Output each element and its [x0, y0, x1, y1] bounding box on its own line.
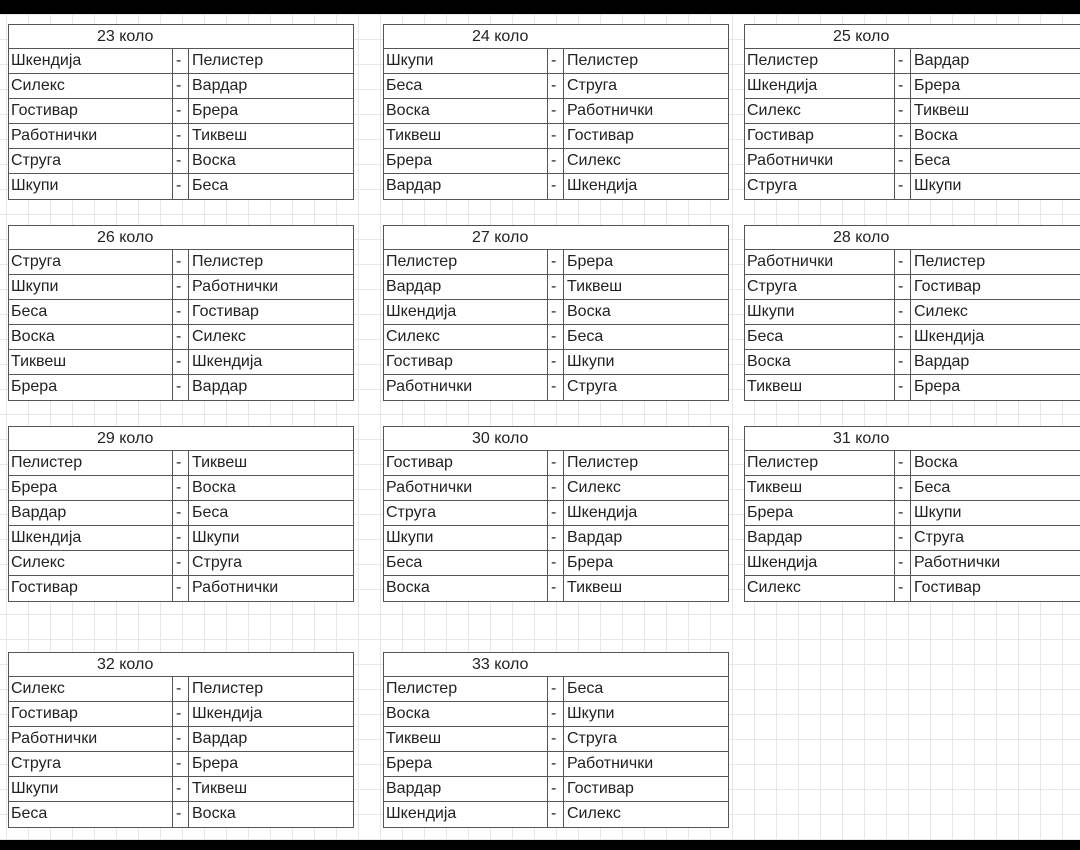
home-team[interactable]: Гостивар: [9, 99, 173, 123]
away-team[interactable]: Гостивар: [914, 278, 981, 295]
home-team[interactable]: Пелистер: [745, 49, 895, 73]
away-team[interactable]: Шкендија: [914, 328, 985, 345]
match-row: [384, 777, 728, 802]
match-row: [384, 375, 728, 400]
home-team[interactable]: Струга: [745, 174, 895, 199]
match-row: [9, 49, 353, 74]
match-row: [745, 300, 1080, 325]
separator[interactable]: -: [548, 99, 564, 123]
home-team[interactable]: Шкупи: [9, 174, 173, 199]
separator[interactable]: -: [173, 702, 189, 726]
away-team[interactable]: Брера: [192, 102, 239, 119]
home-team[interactable]: Силекс: [9, 551, 173, 575]
round-title: 24 коло: [384, 25, 728, 49]
separator[interactable]: -: [548, 802, 564, 827]
round-title: 31 коло: [745, 427, 1080, 451]
separator[interactable]: -: [895, 250, 911, 274]
match-row: [9, 551, 353, 576]
round-title: 28 коло: [745, 226, 1080, 250]
home-team[interactable]: Работнички: [384, 476, 548, 500]
home-team[interactable]: Воска: [745, 350, 895, 374]
home-team[interactable]: Струга: [9, 149, 173, 173]
separator[interactable]: -: [895, 124, 911, 148]
match-row: [745, 576, 1080, 601]
away-team[interactable]: Шкупи: [914, 504, 962, 521]
away-team[interactable]: Вардар: [192, 378, 248, 395]
separator[interactable]: -: [173, 777, 189, 801]
home-team[interactable]: Струга: [384, 501, 548, 525]
home-team[interactable]: Силекс: [9, 677, 173, 701]
match-row: [384, 49, 728, 74]
match-row: [384, 325, 728, 350]
separator[interactable]: -: [895, 275, 911, 299]
match-row: [9, 350, 353, 375]
home-team[interactable]: Тиквеш: [745, 476, 895, 500]
match-row: [745, 124, 1080, 149]
home-team[interactable]: Работнички: [9, 124, 173, 148]
match-row: [9, 325, 353, 350]
match-row: [745, 49, 1080, 74]
round-title: 26 коло: [9, 226, 353, 250]
away-team[interactable]: Воска: [914, 454, 958, 471]
away-team[interactable]: Шкендија: [192, 705, 263, 722]
home-team[interactable]: Беса: [745, 325, 895, 349]
away-team[interactable]: Беса: [567, 680, 604, 697]
away-team[interactable]: Воска: [192, 152, 236, 169]
home-team[interactable]: Воска: [9, 325, 173, 349]
home-team[interactable]: Силекс: [745, 576, 895, 601]
match-row: [384, 551, 728, 576]
match-row: [384, 74, 728, 99]
separator[interactable]: -: [173, 526, 189, 550]
match-row: [745, 325, 1080, 350]
round-table: [744, 426, 1080, 602]
match-row: [9, 752, 353, 777]
separator[interactable]: -: [548, 375, 564, 400]
away-team[interactable]: Беса: [192, 177, 229, 194]
home-team[interactable]: Беса: [384, 551, 548, 575]
match-row: [384, 250, 728, 275]
separator[interactable]: -: [548, 74, 564, 98]
match-row: [9, 576, 353, 601]
home-team[interactable]: Работнички: [745, 250, 895, 274]
match-row: [384, 149, 728, 174]
home-team[interactable]: Брера: [9, 375, 173, 400]
away-team[interactable]: Струга: [567, 730, 617, 747]
home-team[interactable]: Брера: [384, 752, 548, 776]
round-table: [383, 225, 729, 401]
away-team[interactable]: Беса: [567, 328, 604, 345]
separator[interactable]: -: [548, 576, 564, 601]
away-team[interactable]: Пелистер: [567, 52, 639, 69]
away-team[interactable]: Гостивар: [567, 780, 634, 797]
match-row: [745, 350, 1080, 375]
separator[interactable]: -: [895, 576, 911, 601]
separator[interactable]: -: [548, 124, 564, 148]
home-team[interactable]: Пелистер: [745, 451, 895, 475]
away-team[interactable]: Вардар: [914, 353, 970, 370]
away-team[interactable]: Воска: [567, 303, 611, 320]
separator[interactable]: -: [548, 777, 564, 801]
match-row: [384, 802, 728, 827]
away-team[interactable]: Пелистер: [567, 454, 639, 471]
away-team[interactable]: Брера: [567, 554, 614, 571]
match-row: [384, 174, 728, 199]
home-team[interactable]: Струга: [9, 752, 173, 776]
home-team[interactable]: Вардар: [384, 777, 548, 801]
home-team[interactable]: Вардар: [745, 526, 895, 550]
separator[interactable]: -: [895, 501, 911, 525]
separator[interactable]: -: [173, 375, 189, 400]
home-team[interactable]: Силекс: [9, 74, 173, 98]
separator[interactable]: -: [173, 551, 189, 575]
home-team[interactable]: Шкендија: [384, 300, 548, 324]
match-row: [745, 74, 1080, 99]
round-title: 27 коло: [384, 226, 728, 250]
separator[interactable]: -: [548, 350, 564, 374]
separator[interactable]: -: [173, 501, 189, 525]
separator[interactable]: -: [548, 752, 564, 776]
round-title: 30 коло: [384, 427, 728, 451]
separator[interactable]: -: [548, 476, 564, 500]
match-row: [9, 375, 353, 400]
separator[interactable]: -: [173, 49, 189, 73]
separator[interactable]: -: [173, 300, 189, 324]
match-row: [9, 526, 353, 551]
match-row: [384, 501, 728, 526]
away-team[interactable]: Шкупи: [567, 353, 615, 370]
away-team[interactable]: Работнички: [192, 278, 279, 295]
home-team[interactable]: Работнички: [745, 149, 895, 173]
match-row: [745, 174, 1080, 199]
spreadsheet-sheet: [0, 14, 1080, 840]
round-table: [383, 24, 729, 200]
separator[interactable]: -: [548, 526, 564, 550]
round-title: 29 коло: [9, 427, 353, 451]
home-team[interactable]: Работнички: [384, 375, 548, 400]
home-team[interactable]: Беса: [9, 802, 173, 827]
round-table: [744, 24, 1080, 200]
separator[interactable]: -: [548, 174, 564, 199]
match-row: [384, 526, 728, 551]
separator[interactable]: -: [548, 501, 564, 525]
match-row: [745, 451, 1080, 476]
away-team[interactable]: Струга: [567, 77, 617, 94]
away-team[interactable]: Гостивар: [914, 579, 981, 596]
away-team[interactable]: Тиквеш: [192, 127, 248, 144]
away-team[interactable]: Вардар: [567, 529, 623, 546]
round-table: [8, 652, 354, 828]
match-row: [9, 727, 353, 752]
round-title: 32 коло: [9, 653, 353, 677]
separator[interactable]: -: [173, 325, 189, 349]
round-table: [383, 426, 729, 602]
separator[interactable]: -: [895, 149, 911, 173]
away-team[interactable]: Силекс: [567, 152, 621, 169]
separator[interactable]: -: [895, 99, 911, 123]
match-row: [9, 300, 353, 325]
separator[interactable]: -: [173, 677, 189, 701]
away-team[interactable]: Брера: [192, 755, 239, 772]
away-team[interactable]: Вардар: [192, 77, 248, 94]
separator[interactable]: -: [548, 702, 564, 726]
home-team[interactable]: Шкендија: [745, 74, 895, 98]
away-team[interactable]: Струга: [914, 529, 964, 546]
away-team[interactable]: Тиквеш: [914, 102, 970, 119]
round-title: 25 коло: [745, 25, 1080, 49]
home-team[interactable]: Тиквеш: [384, 727, 548, 751]
match-row: [745, 526, 1080, 551]
separator[interactable]: -: [173, 174, 189, 199]
away-team[interactable]: Силекс: [567, 805, 621, 822]
match-row: [9, 250, 353, 275]
away-team[interactable]: Силекс: [914, 303, 968, 320]
home-team[interactable]: Работнички: [9, 727, 173, 751]
separator[interactable]: -: [173, 99, 189, 123]
home-team[interactable]: Тиквеш: [9, 350, 173, 374]
away-team[interactable]: Воска: [914, 127, 958, 144]
away-team[interactable]: Беса: [914, 152, 951, 169]
separator[interactable]: -: [548, 325, 564, 349]
separator[interactable]: -: [548, 451, 564, 475]
match-row: [384, 275, 728, 300]
home-team[interactable]: Пелистер: [384, 677, 548, 701]
away-team[interactable]: Шкендија: [192, 353, 263, 370]
match-row: [745, 476, 1080, 501]
separator[interactable]: -: [173, 476, 189, 500]
separator[interactable]: -: [895, 300, 911, 324]
home-team[interactable]: Гостивар: [9, 576, 173, 601]
separator[interactable]: -: [548, 551, 564, 575]
separator[interactable]: -: [173, 124, 189, 148]
away-team[interactable]: Силекс: [567, 479, 621, 496]
home-team[interactable]: Шкупи: [745, 300, 895, 324]
home-team[interactable]: Гостивар: [745, 124, 895, 148]
home-team[interactable]: Пелистер: [384, 250, 548, 274]
separator[interactable]: -: [895, 375, 911, 400]
match-row: [384, 451, 728, 476]
match-row: [745, 99, 1080, 124]
match-row: [745, 149, 1080, 174]
home-team[interactable]: Шкендија: [384, 802, 548, 827]
separator[interactable]: -: [895, 350, 911, 374]
home-team[interactable]: Воска: [384, 576, 548, 601]
match-row: [745, 250, 1080, 275]
separator[interactable]: -: [895, 74, 911, 98]
home-team[interactable]: Шкупи: [9, 275, 173, 299]
away-team[interactable]: Брера: [567, 253, 614, 270]
home-team[interactable]: Вардар: [384, 275, 548, 299]
separator[interactable]: -: [548, 677, 564, 701]
away-team[interactable]: Тиквеш: [567, 278, 623, 295]
away-team[interactable]: Работнички: [567, 755, 654, 772]
away-team[interactable]: Шкендија: [567, 504, 638, 521]
round-table: [383, 652, 729, 828]
separator[interactable]: -: [895, 526, 911, 550]
away-team[interactable]: Шкупи: [914, 177, 962, 194]
separator[interactable]: -: [548, 149, 564, 173]
away-team[interactable]: Пелистер: [914, 253, 986, 270]
separator[interactable]: -: [548, 275, 564, 299]
match-row: [384, 677, 728, 702]
separator[interactable]: -: [173, 350, 189, 374]
away-team[interactable]: Брера: [914, 378, 961, 395]
match-row: [9, 149, 353, 174]
away-team[interactable]: Пелистер: [192, 52, 264, 69]
separator[interactable]: -: [895, 325, 911, 349]
home-team[interactable]: Гостивар: [384, 451, 548, 475]
home-team[interactable]: Брера: [9, 476, 173, 500]
away-team[interactable]: Брера: [914, 77, 961, 94]
home-team[interactable]: Воска: [384, 99, 548, 123]
round-table: [8, 24, 354, 200]
match-row: [9, 451, 353, 476]
home-team[interactable]: Брера: [384, 149, 548, 173]
away-team[interactable]: Работнички: [914, 554, 1001, 571]
home-team[interactable]: Гостивар: [9, 702, 173, 726]
round-table: [8, 225, 354, 401]
away-team[interactable]: Работнички: [192, 579, 279, 596]
separator[interactable]: -: [895, 476, 911, 500]
home-team[interactable]: Воска: [384, 702, 548, 726]
away-team[interactable]: Воска: [192, 479, 236, 496]
home-team[interactable]: Шкендија: [9, 526, 173, 550]
separator[interactable]: -: [173, 451, 189, 475]
match-row: [745, 551, 1080, 576]
match-row: [9, 802, 353, 827]
match-row: [9, 99, 353, 124]
match-row: [9, 702, 353, 727]
separator[interactable]: -: [548, 250, 564, 274]
away-team[interactable]: Беса: [192, 504, 229, 521]
match-row: [9, 677, 353, 702]
round-title: 23 коло: [9, 25, 353, 49]
separator[interactable]: -: [173, 802, 189, 827]
match-row: [384, 576, 728, 601]
home-team[interactable]: Вардар: [9, 501, 173, 525]
away-team[interactable]: Вардар: [192, 730, 248, 747]
home-team[interactable]: Вардар: [384, 174, 548, 199]
away-team[interactable]: Струга: [567, 378, 617, 395]
away-team[interactable]: Беса: [914, 479, 951, 496]
away-team[interactable]: Тиквеш: [567, 579, 623, 596]
away-team[interactable]: Шкендија: [567, 177, 638, 194]
away-team[interactable]: Струга: [192, 554, 242, 571]
away-team[interactable]: Вардар: [914, 52, 970, 69]
match-row: [384, 476, 728, 501]
home-team[interactable]: Струга: [745, 275, 895, 299]
separator[interactable]: -: [173, 74, 189, 98]
separator[interactable]: -: [173, 275, 189, 299]
separator[interactable]: -: [895, 49, 911, 73]
match-row: [9, 501, 353, 526]
home-team[interactable]: Тиквеш: [745, 375, 895, 400]
separator[interactable]: -: [895, 551, 911, 575]
separator[interactable]: -: [548, 49, 564, 73]
match-row: [9, 275, 353, 300]
home-team[interactable]: Пелистер: [9, 451, 173, 475]
separator[interactable]: -: [895, 174, 911, 199]
match-row: [384, 752, 728, 777]
home-team[interactable]: Брера: [745, 501, 895, 525]
away-team[interactable]: Пелистер: [192, 253, 264, 270]
separator[interactable]: -: [173, 250, 189, 274]
match-row: [384, 300, 728, 325]
home-team[interactable]: Шкупи: [384, 526, 548, 550]
separator[interactable]: -: [548, 727, 564, 751]
home-team[interactable]: Гостивар: [384, 350, 548, 374]
match-row: [745, 501, 1080, 526]
match-row: [384, 702, 728, 727]
match-row: [384, 99, 728, 124]
home-team[interactable]: Силекс: [745, 99, 895, 123]
round-title: 33 коло: [384, 653, 728, 677]
away-team[interactable]: Шкупи: [192, 529, 240, 546]
round-table: [8, 426, 354, 602]
home-team[interactable]: Силекс: [384, 325, 548, 349]
away-team[interactable]: Гостивар: [192, 303, 259, 320]
away-team[interactable]: Гостивар: [567, 127, 634, 144]
home-team[interactable]: Тиквеш: [384, 124, 548, 148]
match-row: [745, 275, 1080, 300]
home-team[interactable]: Беса: [384, 74, 548, 98]
home-team[interactable]: Шкупи: [384, 49, 548, 73]
separator[interactable]: -: [173, 149, 189, 173]
separator[interactable]: -: [895, 451, 911, 475]
separator[interactable]: -: [173, 727, 189, 751]
home-team[interactable]: Шкендија: [9, 49, 173, 73]
separator[interactable]: -: [548, 300, 564, 324]
match-row: [745, 375, 1080, 400]
round-table: [744, 225, 1080, 401]
match-row: [9, 174, 353, 199]
away-team[interactable]: Воска: [192, 805, 236, 822]
away-team[interactable]: Шкупи: [567, 705, 615, 722]
match-row: [384, 350, 728, 375]
away-team[interactable]: Тиквеш: [192, 454, 248, 471]
match-row: [384, 727, 728, 752]
match-row: [9, 476, 353, 501]
separator[interactable]: -: [173, 576, 189, 601]
home-team[interactable]: Шкупи: [9, 777, 173, 801]
home-team[interactable]: Беса: [9, 300, 173, 324]
away-team[interactable]: Пелистер: [192, 680, 264, 697]
match-row: [384, 124, 728, 149]
match-row: [9, 124, 353, 149]
match-row: [9, 777, 353, 802]
home-team[interactable]: Шкендија: [745, 551, 895, 575]
separator[interactable]: -: [173, 752, 189, 776]
match-row: [9, 74, 353, 99]
away-team[interactable]: Силекс: [192, 328, 246, 345]
away-team[interactable]: Тиквеш: [192, 780, 248, 797]
home-team[interactable]: Струга: [9, 250, 173, 274]
away-team[interactable]: Работнички: [567, 102, 654, 119]
